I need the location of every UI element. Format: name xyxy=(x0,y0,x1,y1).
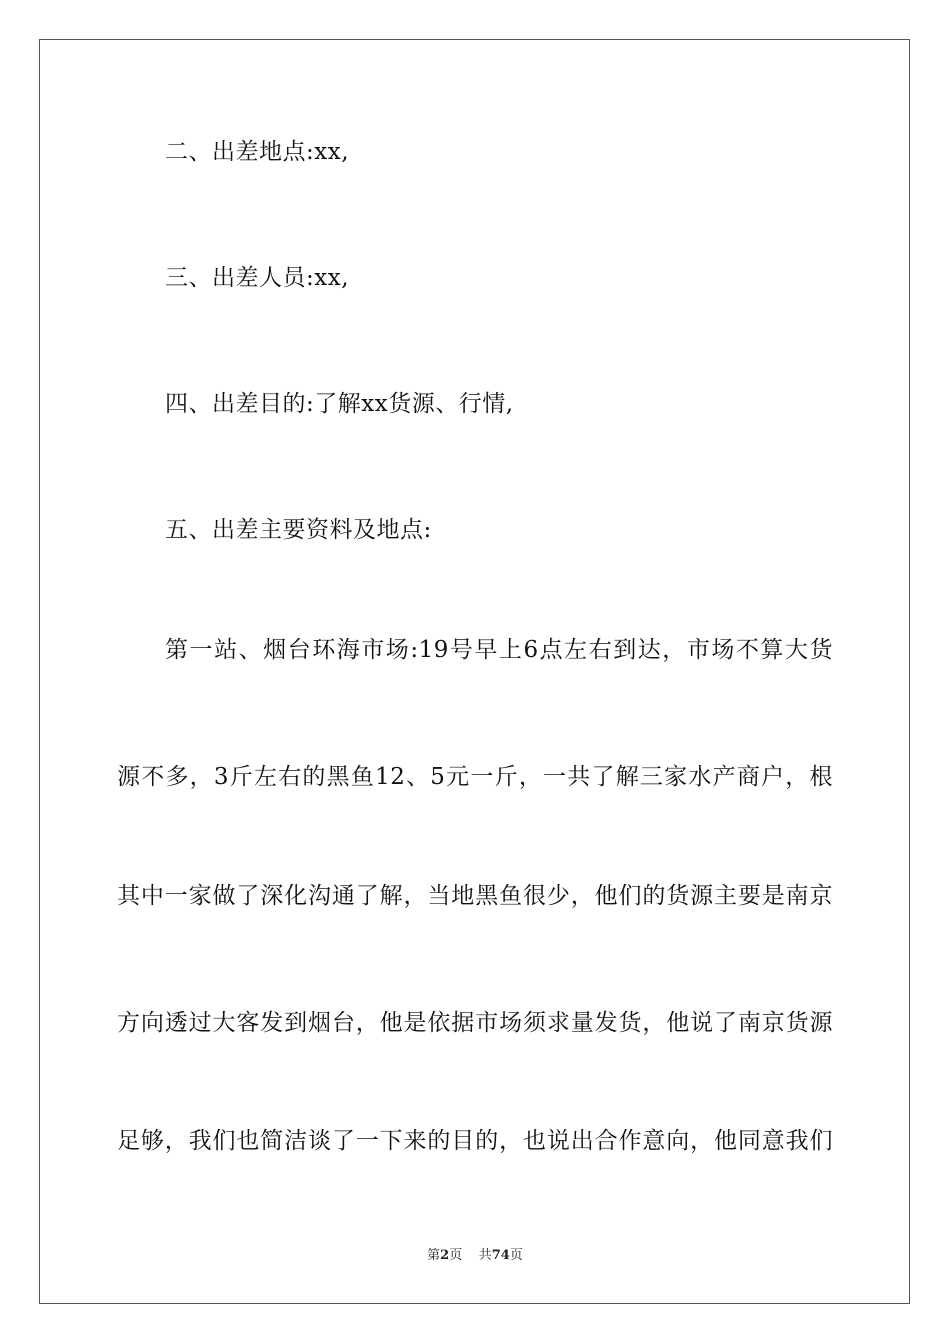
page-frame xyxy=(39,39,910,1304)
page-suffix: 页 xyxy=(449,1248,463,1263)
section-four-line: 四、出差目的:了解xx货源、行情, xyxy=(165,391,514,417)
total-pages: 74 xyxy=(491,1248,510,1263)
section-two-line: 二、出差地点:xx, xyxy=(165,139,350,165)
paragraph-line-5: 足够，我们也简洁谈了一下来的目的，也说出合作意向，他同意我们 xyxy=(117,1128,833,1154)
paragraph-line-1: 第一站、烟台环海市场:19号早上6点左右到达，市场不算大货 xyxy=(165,637,833,663)
section-three-line: 三、出差人员:xx, xyxy=(165,265,350,291)
paragraph-line-3: 其中一家做了深化沟通了解，当地黑鱼很少，他们的货源主要是南京 xyxy=(117,883,833,909)
section-five-line: 五、出差主要资料及地点: xyxy=(165,517,432,543)
paragraph-line-4: 方向透过大客发到烟台，他是依据市场须求量发货，他说了南京货源 xyxy=(117,1010,833,1036)
page-number: 2 xyxy=(440,1248,450,1263)
total-suffix: 页 xyxy=(509,1248,523,1263)
total-prefix: 共 xyxy=(478,1248,492,1263)
page-prefix: 第 xyxy=(427,1248,441,1263)
page-footer xyxy=(0,1248,950,1264)
paragraph-line-2: 源不多，3斤左右的黑鱼12、5元一斤，一共了解三家水产商户，根 xyxy=(117,764,833,790)
